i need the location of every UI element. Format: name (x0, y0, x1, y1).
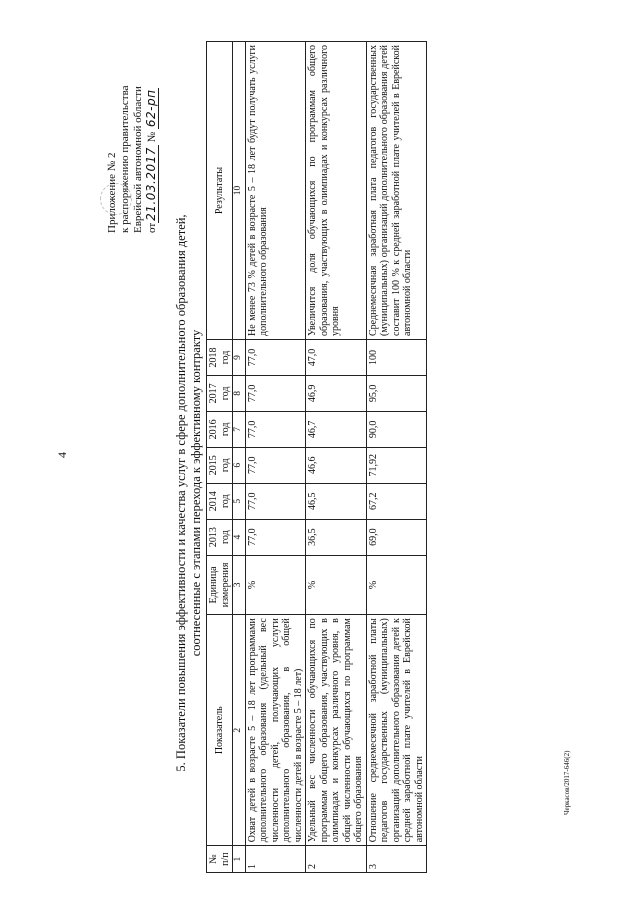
header-results: Результаты (207, 42, 233, 340)
header-2013: 2013 год (207, 519, 233, 555)
row-indicator: Охват детей в возрасте 5 – 18 лет программами дополнительного образования (удельный вес численности детей, получающих услуги дополнительного образования, в общей численности детей в возрасте 5 – 18 лет) (245, 615, 306, 846)
column-index: 7 (233, 411, 246, 447)
table-row (245, 42, 306, 873)
row-value-2017: 46,9 (306, 375, 367, 411)
appendix-title: Приложение № 2 (106, 152, 118, 233)
row-value-2015: 71,92 (366, 447, 427, 483)
column-index: 5 (233, 483, 246, 519)
header-2014: 2014 год (207, 483, 233, 519)
appendix-line-3: Еврейской автономной области (132, 86, 144, 233)
row-num: 3 (366, 846, 427, 873)
row-num: 2 (306, 846, 367, 873)
column-index: 3 (233, 555, 246, 615)
row-value-2018: 77,0 (245, 340, 306, 376)
row-unit: % (366, 555, 427, 615)
handwritten-date: 21.03.2017 (144, 147, 158, 221)
column-index: 8 (233, 375, 246, 411)
row-num: 1 (245, 846, 306, 873)
header-2018: 2018 год (207, 340, 233, 376)
row-result: Увеличится доля обучающихся по программам общего образования, участвующих в олимпиадах и конкурсах различного уровня (306, 42, 367, 340)
row-result: Среднемесячная заработная плата педагогов государственных (муниципальных) организаций дополнительного образования детей составит 100 % к средней заработной плате учителей в Еврейской автономной области (366, 42, 427, 340)
appendix-line-2: к распоряжению правительства (119, 85, 131, 233)
appendix-header (106, 23, 159, 233)
row-value-2015: 46,6 (306, 447, 367, 483)
column-index: 9 (233, 340, 246, 376)
date-prefix: от (146, 222, 158, 233)
appendix-date-line (145, 23, 159, 233)
row-value-2014: 67,2 (366, 483, 427, 519)
section-title (174, 113, 204, 873)
row-value-2016: 90,0 (366, 411, 427, 447)
row-unit: % (245, 555, 306, 615)
row-value-2013: 36,5 (306, 519, 367, 555)
section-title-line-2: соотнесенные с этапами перехода к эффективному контракту (189, 329, 203, 657)
row-value-2015: 77,0 (245, 447, 306, 483)
header-num: № п/п (207, 846, 233, 873)
row-unit: % (306, 555, 367, 615)
document-code: Черкасов/2017-646(2) (563, 750, 571, 815)
row-value-2013: 69,0 (366, 519, 427, 555)
row-value-2014: 46,5 (306, 483, 367, 519)
column-index: 4 (233, 519, 246, 555)
row-value-2018: 100 (366, 340, 427, 376)
table-row (366, 42, 427, 873)
page-number: 4 (55, 452, 69, 458)
handwritten-number: 62-рп (144, 89, 158, 128)
header-unit: Единица измерения (207, 555, 233, 615)
row-value-2014: 77,0 (245, 483, 306, 519)
header-2016: 2016 год (207, 411, 233, 447)
header-indicator: Показатель (207, 615, 233, 846)
row-indicator: Отношение среднемесячной заработной платы педагогов государственных (муниципальных) организаций дополнительного образования детей к средней заработной плате учителей в Еврейской автономной области (366, 615, 427, 846)
row-value-2013: 77,0 (245, 519, 306, 555)
row-value-2016: 46,7 (306, 411, 367, 447)
header-2015: 2015 год (207, 447, 233, 483)
table-row (306, 42, 367, 873)
number-prefix: № (146, 131, 158, 143)
row-value-2018: 47,0 (306, 340, 367, 376)
row-result: Не менее 73 % детей в возрасте 5 – 18 лет будут получать услуги дополнительного образования (245, 42, 306, 340)
row-indicator: Удельный вес численности обучающихся по программам общего образования, участвующих в олимпиадах и конкурсах различного уровня, в общей численности обучающихся по программам общего образования (306, 615, 367, 846)
section-title-line-1: 5. Показатели повышения эффективности и качества услуг в сфере дополнительного образования детей, (174, 214, 188, 772)
row-value-2016: 77,0 (245, 411, 306, 447)
indicators-table (206, 41, 427, 873)
table-header-row (207, 42, 233, 873)
row-value-2017: 95,0 (366, 375, 427, 411)
rotated-page-content (100, 23, 575, 883)
row-value-2017: 77,0 (245, 375, 306, 411)
header-2017: 2017 год (207, 375, 233, 411)
column-index: 2 (233, 615, 246, 846)
column-index: 1 (233, 846, 246, 873)
column-index: 6 (233, 447, 246, 483)
column-index-row (233, 42, 246, 873)
column-index: 10 (233, 42, 246, 340)
